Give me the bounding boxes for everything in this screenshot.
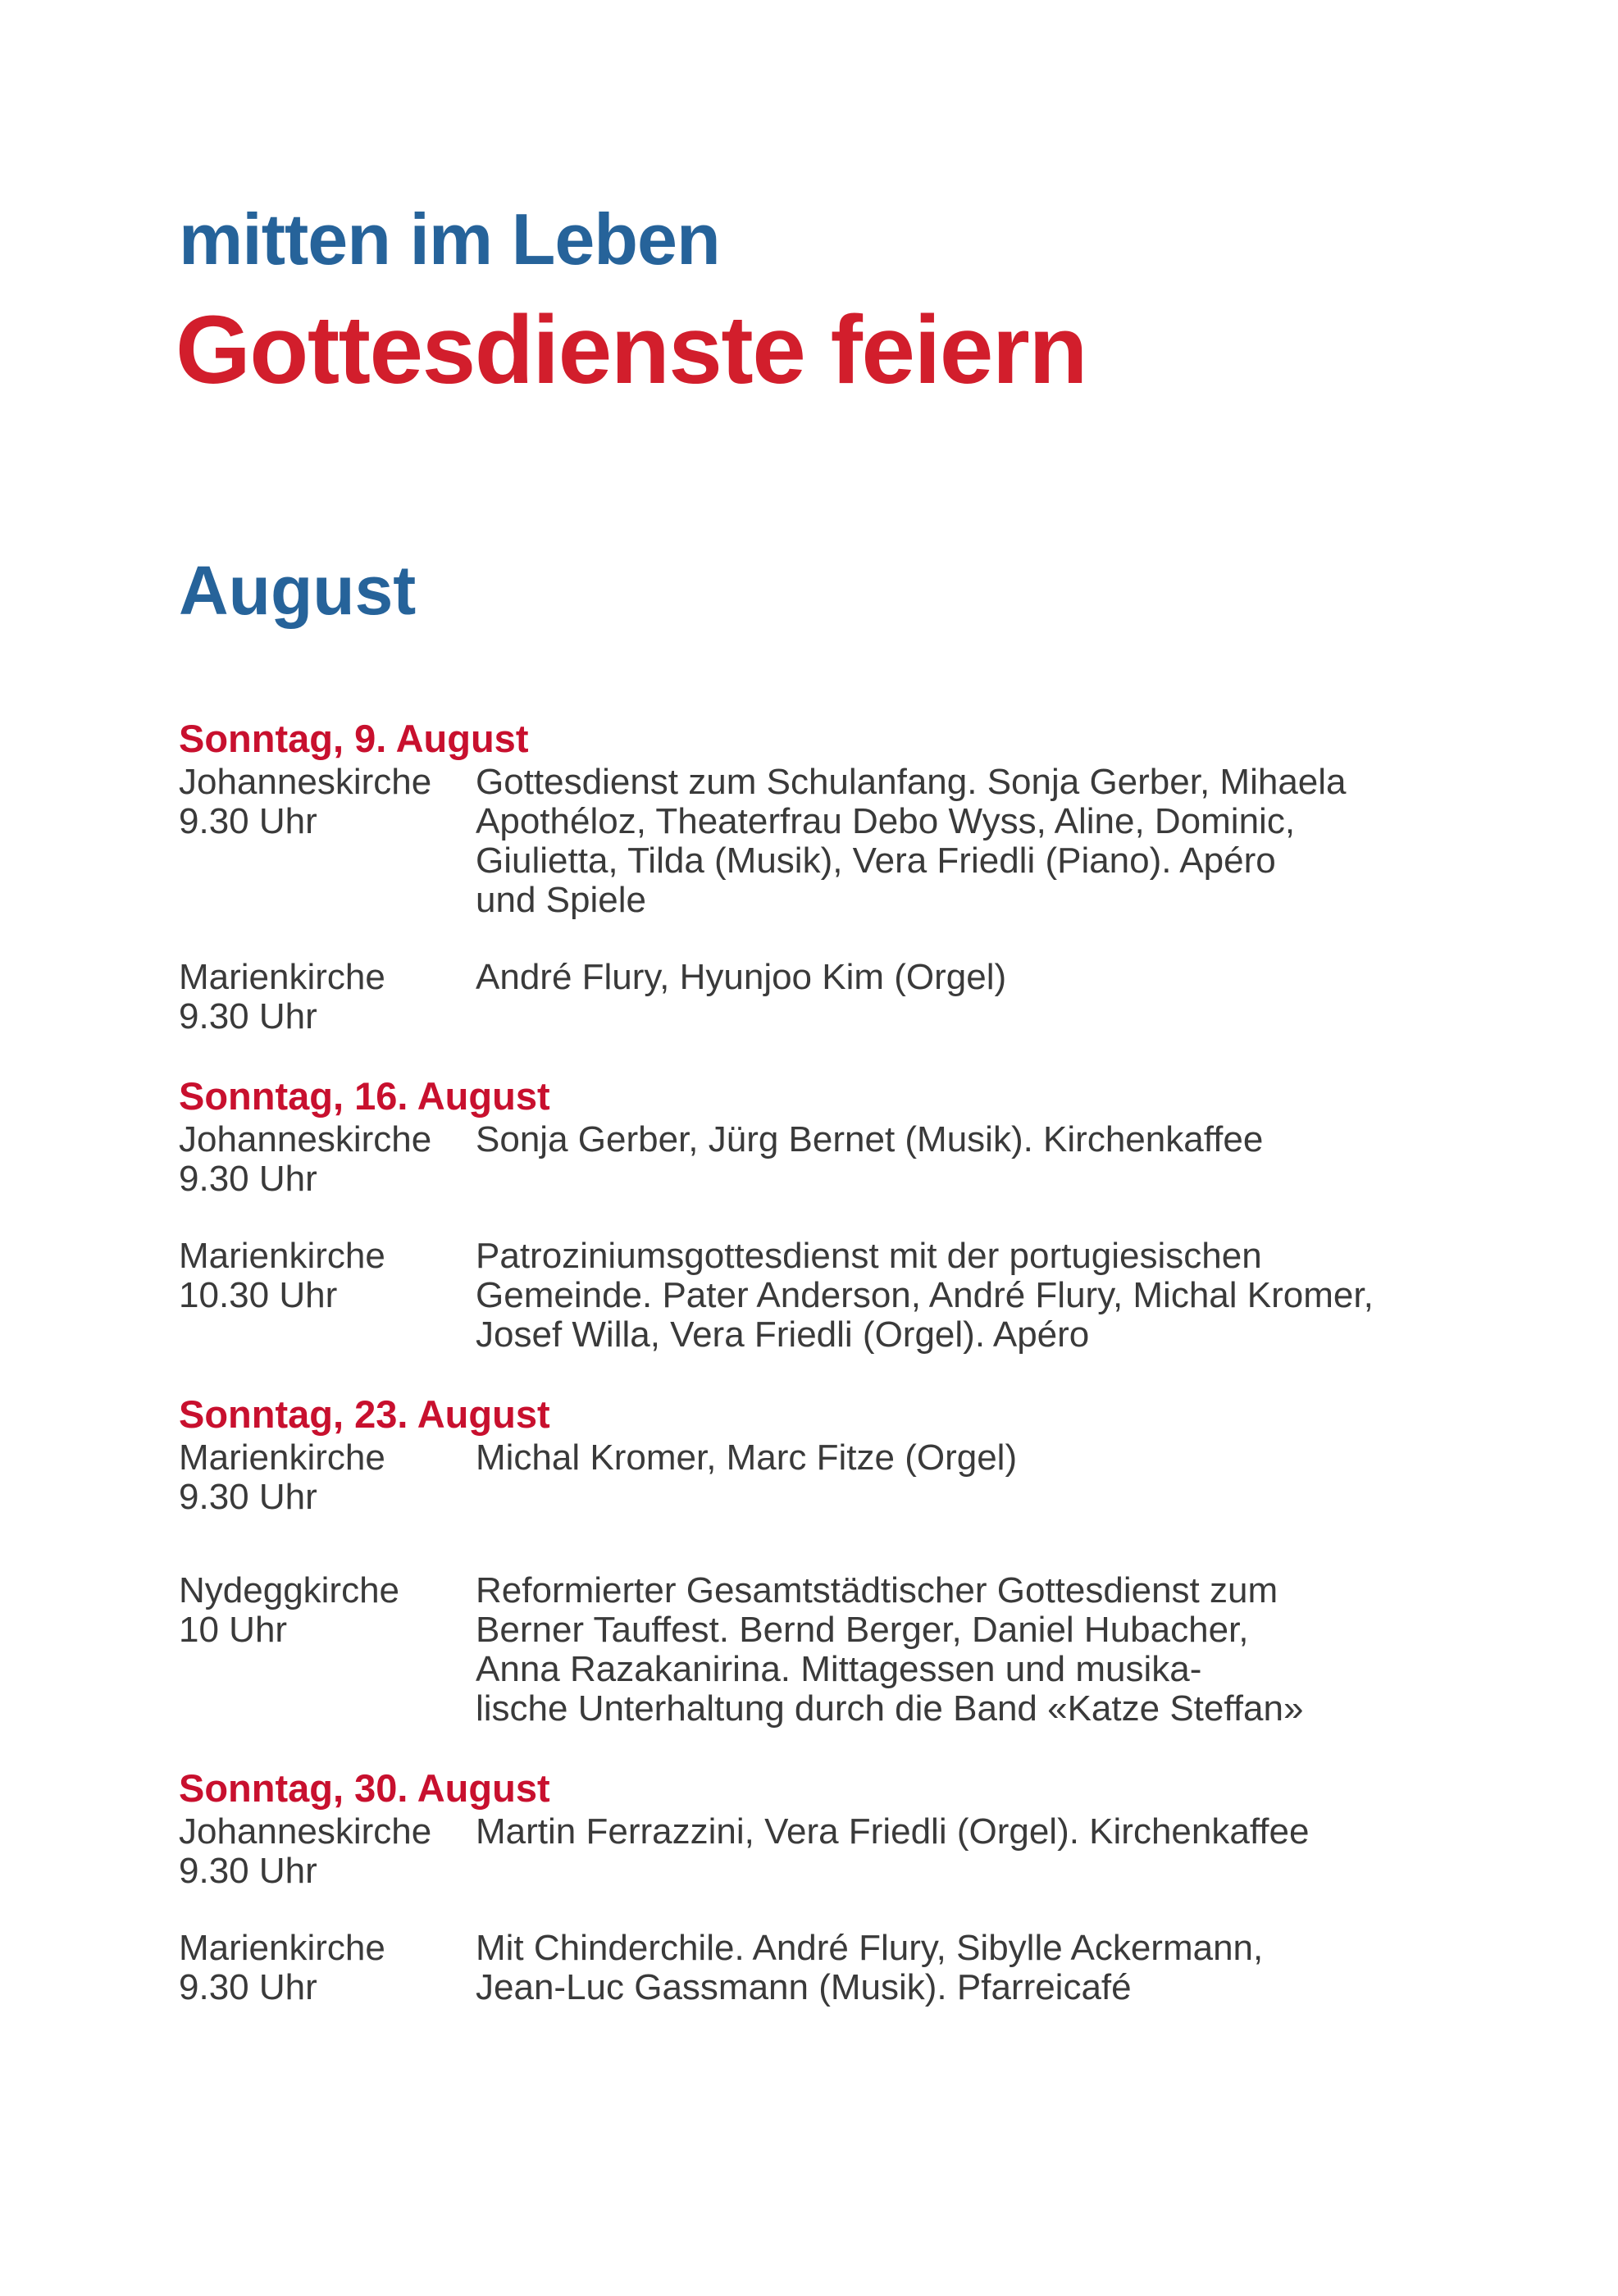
day-date: Sonntag, 23. August <box>179 1392 550 1436</box>
service-description-line: Josef Willa, Vera Friedli (Orgel). Apéro <box>476 1314 1090 1355</box>
month-heading: August <box>179 552 417 629</box>
service-time: 10.30 Uhr <box>179 1275 338 1315</box>
service-description <box>476 763 1411 920</box>
service-place-time <box>179 763 476 920</box>
service-description-line: Gottesdienst zum Schulanfang. Sonja Gerber, Mihaela <box>476 762 1347 802</box>
service-description <box>476 1929 1411 2007</box>
service-description-line: Giulietta, Tilda (Musik), Vera Friedli (Piano). Apéro <box>476 840 1276 881</box>
service-description-line: Sonja Gerber, Jürg Bernet (Musik). Kirchenkaffee <box>476 1119 1264 1159</box>
day-date: Sonntag, 30. August <box>179 1766 550 1810</box>
day-date: Sonntag, 16. August <box>179 1074 550 1118</box>
service-entry <box>179 1571 1458 1729</box>
service-description-line: Berner Tauffest. Bernd Berger, Daniel Hubacher, <box>476 1610 1249 1650</box>
day-section <box>179 1391 1458 1729</box>
service-description-line: Michal Kromer, Marc Fitze (Orgel) <box>476 1437 1018 1478</box>
service-description-line: Apothéloz, Theaterfrau Debo Wyss, Aline, Dominic, <box>476 801 1296 841</box>
service-description <box>476 1571 1411 1729</box>
service-description-line: Reformierter Gesamtstädtischer Gottesdienst zum <box>476 1570 1278 1610</box>
service-description-line: Gemeinde. Pater Anderson, André Flury, Michal Kromer, <box>476 1275 1374 1315</box>
service-time: 9.30 Uhr <box>179 996 317 1036</box>
service-description-line: und Spiele <box>476 880 646 920</box>
service-description <box>476 1438 1411 1517</box>
service-entry <box>179 1237 1458 1355</box>
service-description-line: Patroziniumsgottesdienst mit der portugiesischen <box>476 1236 1262 1276</box>
kicker-heading: mitten im Leben <box>179 198 720 280</box>
service-place-time <box>179 1571 476 1729</box>
service-time: 9.30 Uhr <box>179 1159 317 1199</box>
service-time: 9.30 Uhr <box>179 1851 317 1891</box>
service-description-line: Anna Razakanirina. Mittagessen und musika- <box>476 1649 1202 1689</box>
service-place: Johanneskirche <box>179 762 432 802</box>
day-section <box>179 1073 1458 1355</box>
service-place: Johanneskirche <box>179 1119 432 1159</box>
service-description-line: Jean-Luc Gassmann (Musik). Pfarreicafé <box>476 1967 1132 2007</box>
service-entry <box>179 1929 1458 2007</box>
service-description-line: Mit Chinderchile. André Flury, Sibylle Ackermann, <box>476 1928 1264 1968</box>
service-description-line: Martin Ferrazzini, Vera Friedli (Orgel). Kirchenkaffee <box>476 1811 1310 1852</box>
service-place-time <box>179 1812 476 1891</box>
service-entry <box>179 763 1458 920</box>
service-entry <box>179 1438 1458 1517</box>
day-section <box>179 1765 1458 2007</box>
service-place: Marienkirche <box>179 1236 385 1276</box>
service-description <box>476 958 1411 1036</box>
service-place-time <box>179 1120 476 1199</box>
service-description <box>476 1237 1411 1355</box>
service-place-time <box>179 1438 476 1517</box>
day-section <box>179 715 1458 1036</box>
service-place: Marienkirche <box>179 1928 385 1968</box>
service-place-time <box>179 1237 476 1355</box>
page-title: Gottesdienste feiern <box>175 296 1087 404</box>
service-place: Johanneskirche <box>179 1811 432 1852</box>
service-entry <box>179 1120 1458 1199</box>
service-description <box>476 1812 1411 1891</box>
service-description-line: lische Unterhaltung durch die Band «Katze Steffan» <box>476 1688 1304 1729</box>
service-time: 9.30 Uhr <box>179 1967 317 2007</box>
service-schedule <box>179 715 1458 2007</box>
service-description-line: André Flury, Hyunjoo Kim (Orgel) <box>476 957 1007 997</box>
service-entry <box>179 1812 1458 1891</box>
service-time: 9.30 Uhr <box>179 1477 317 1517</box>
service-place: Marienkirche <box>179 957 385 997</box>
service-time: 9.30 Uhr <box>179 801 317 841</box>
service-time: 10 Uhr <box>179 1610 288 1650</box>
service-place-time <box>179 958 476 1036</box>
service-entry <box>179 958 1458 1036</box>
service-place-time <box>179 1929 476 2007</box>
service-place: Marienkirche <box>179 1437 385 1478</box>
service-description <box>476 1120 1411 1199</box>
service-place: Nydeggkirche <box>179 1570 400 1610</box>
day-date: Sonntag, 9. August <box>179 717 529 760</box>
